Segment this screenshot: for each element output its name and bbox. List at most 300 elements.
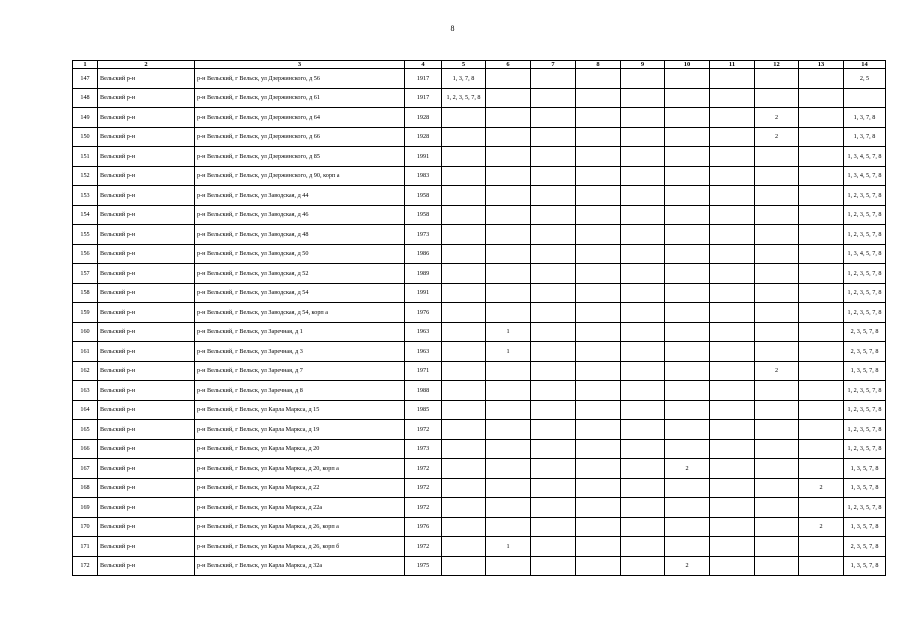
cell-num: 172 bbox=[73, 556, 98, 576]
cell-c13 bbox=[799, 556, 844, 576]
cell-c5 bbox=[442, 186, 486, 206]
cell-c11 bbox=[710, 420, 755, 440]
cell-c12 bbox=[755, 225, 799, 245]
cell-num: 151 bbox=[73, 147, 98, 167]
cell-c6 bbox=[486, 556, 531, 576]
cell-c13 bbox=[799, 186, 844, 206]
cell-address: р-н Вельский, г Вельск, ул Дзержинского, д 90, корп а bbox=[195, 166, 405, 186]
cell-c11 bbox=[710, 147, 755, 167]
cell-c10 bbox=[665, 537, 710, 557]
cell-c10 bbox=[665, 478, 710, 498]
cell-c5 bbox=[442, 127, 486, 147]
cell-c7 bbox=[531, 186, 576, 206]
cell-c11 bbox=[710, 108, 755, 128]
cell-c7 bbox=[531, 283, 576, 303]
cell-c7 bbox=[531, 166, 576, 186]
cell-c14: 1, 2, 3, 5, 7, 8 bbox=[844, 225, 886, 245]
cell-c9 bbox=[621, 108, 665, 128]
table-row bbox=[73, 400, 886, 420]
cell-district: Вельский р-н bbox=[98, 322, 195, 342]
cell-c6 bbox=[486, 303, 531, 323]
cell-c5 bbox=[442, 147, 486, 167]
cell-c10 bbox=[665, 166, 710, 186]
cell-district: Вельский р-н bbox=[98, 556, 195, 576]
cell-c14: 1, 2, 3, 5, 7, 8 bbox=[844, 400, 886, 420]
cell-c11 bbox=[710, 498, 755, 518]
cell-c7 bbox=[531, 69, 576, 89]
cell-c11 bbox=[710, 283, 755, 303]
cell-c12 bbox=[755, 420, 799, 440]
cell-c12 bbox=[755, 264, 799, 284]
table-row bbox=[73, 186, 886, 206]
cell-c14: 1, 2, 3, 5, 7, 8 bbox=[844, 205, 886, 225]
cell-c9 bbox=[621, 478, 665, 498]
cell-num: 161 bbox=[73, 342, 98, 362]
cell-c11 bbox=[710, 205, 755, 225]
table-row bbox=[73, 381, 886, 401]
cell-c10 bbox=[665, 186, 710, 206]
cell-c13 bbox=[799, 127, 844, 147]
cell-c8 bbox=[576, 244, 621, 264]
cell-c7 bbox=[531, 556, 576, 576]
column-header-2: 2 bbox=[98, 61, 195, 69]
cell-c13 bbox=[799, 244, 844, 264]
table-row bbox=[73, 108, 886, 128]
cell-year: 1986 bbox=[405, 244, 442, 264]
cell-c5 bbox=[442, 303, 486, 323]
cell-c6 bbox=[486, 88, 531, 108]
cell-c8 bbox=[576, 400, 621, 420]
cell-c13 bbox=[799, 322, 844, 342]
cell-district: Вельский р-н bbox=[98, 264, 195, 284]
cell-year: 1989 bbox=[405, 264, 442, 284]
cell-c12 bbox=[755, 186, 799, 206]
cell-num: 156 bbox=[73, 244, 98, 264]
cell-c5 bbox=[442, 342, 486, 362]
table-row bbox=[73, 459, 886, 479]
column-header-13: 13 bbox=[799, 61, 844, 69]
cell-c5 bbox=[442, 225, 486, 245]
cell-c7 bbox=[531, 127, 576, 147]
cell-c8 bbox=[576, 186, 621, 206]
cell-c5 bbox=[442, 439, 486, 459]
cell-c10 bbox=[665, 264, 710, 284]
cell-c10 bbox=[665, 283, 710, 303]
cell-address: р-н Вельский, г Вельск, ул Дзержинского, д 85 bbox=[195, 147, 405, 167]
cell-c13 bbox=[799, 361, 844, 381]
cell-c6 bbox=[486, 361, 531, 381]
cell-c12 bbox=[755, 322, 799, 342]
cell-district: Вельский р-н bbox=[98, 166, 195, 186]
cell-c11 bbox=[710, 225, 755, 245]
cell-c10 bbox=[665, 498, 710, 518]
cell-c6: 1 bbox=[486, 342, 531, 362]
column-header-5: 5 bbox=[442, 61, 486, 69]
cell-c10 bbox=[665, 420, 710, 440]
cell-c7 bbox=[531, 459, 576, 479]
cell-c8 bbox=[576, 127, 621, 147]
cell-c12 bbox=[755, 517, 799, 537]
cell-c10 bbox=[665, 147, 710, 167]
cell-c10 bbox=[665, 342, 710, 362]
cell-c8 bbox=[576, 322, 621, 342]
cell-num: 159 bbox=[73, 303, 98, 323]
cell-c10: 2 bbox=[665, 556, 710, 576]
cell-district: Вельский р-н bbox=[98, 205, 195, 225]
cell-num: 170 bbox=[73, 517, 98, 537]
cell-c5 bbox=[442, 283, 486, 303]
cell-c10 bbox=[665, 205, 710, 225]
cell-c9 bbox=[621, 342, 665, 362]
column-header-14: 14 bbox=[844, 61, 886, 69]
cell-c11 bbox=[710, 439, 755, 459]
cell-c12 bbox=[755, 303, 799, 323]
table-row bbox=[73, 166, 886, 186]
cell-c8 bbox=[576, 478, 621, 498]
cell-year: 1972 bbox=[405, 478, 442, 498]
cell-address: р-н Вельский, г Вельск, ул Заречная, д 8 bbox=[195, 381, 405, 401]
cell-num: 149 bbox=[73, 108, 98, 128]
cell-address: р-н Вельский, г Вельск, ул Заречная, д 7 bbox=[195, 361, 405, 381]
cell-c13 bbox=[799, 420, 844, 440]
cell-c8 bbox=[576, 264, 621, 284]
cell-c11 bbox=[710, 264, 755, 284]
cell-c5 bbox=[442, 108, 486, 128]
cell-c8 bbox=[576, 439, 621, 459]
column-header-9: 9 bbox=[621, 61, 665, 69]
cell-c9 bbox=[621, 225, 665, 245]
cell-c9 bbox=[621, 322, 665, 342]
cell-district: Вельский р-н bbox=[98, 69, 195, 89]
cell-c5 bbox=[442, 537, 486, 557]
cell-c11 bbox=[710, 69, 755, 89]
cell-c5 bbox=[442, 166, 486, 186]
cell-c6 bbox=[486, 225, 531, 245]
table-row bbox=[73, 127, 886, 147]
cell-c10 bbox=[665, 400, 710, 420]
cell-address: р-н Вельский, г Вельск, ул Карла Маркса, д 20, корп а bbox=[195, 459, 405, 479]
cell-c13 bbox=[799, 537, 844, 557]
cell-c8 bbox=[576, 556, 621, 576]
cell-c12: 2 bbox=[755, 108, 799, 128]
cell-c12 bbox=[755, 478, 799, 498]
cell-year: 1988 bbox=[405, 381, 442, 401]
cell-c13 bbox=[799, 205, 844, 225]
cell-district: Вельский р-н bbox=[98, 420, 195, 440]
cell-num: 167 bbox=[73, 459, 98, 479]
cell-c7 bbox=[531, 342, 576, 362]
column-header-8: 8 bbox=[576, 61, 621, 69]
cell-c7 bbox=[531, 205, 576, 225]
cell-c12 bbox=[755, 556, 799, 576]
cell-district: Вельский р-н bbox=[98, 244, 195, 264]
table-row bbox=[73, 556, 886, 576]
cell-year: 1991 bbox=[405, 147, 442, 167]
cell-district: Вельский р-н bbox=[98, 342, 195, 362]
cell-c12 bbox=[755, 439, 799, 459]
cell-num: 152 bbox=[73, 166, 98, 186]
cell-c9 bbox=[621, 420, 665, 440]
cell-c14: 2, 3, 5, 7, 8 bbox=[844, 322, 886, 342]
cell-c9 bbox=[621, 88, 665, 108]
cell-c13: 2 bbox=[799, 478, 844, 498]
cell-c6 bbox=[486, 205, 531, 225]
cell-c10 bbox=[665, 127, 710, 147]
cell-c9 bbox=[621, 186, 665, 206]
cell-c5 bbox=[442, 556, 486, 576]
cell-address: р-н Вельский, г Вельск, ул Карла Маркса, д 22 bbox=[195, 478, 405, 498]
cell-c9 bbox=[621, 498, 665, 518]
cell-c7 bbox=[531, 244, 576, 264]
cell-address: р-н Вельский, г Вельск, ул Заводская, д 48 bbox=[195, 225, 405, 245]
cell-c11 bbox=[710, 537, 755, 557]
cell-year: 1963 bbox=[405, 342, 442, 362]
cell-c14: 2, 3, 5, 7, 8 bbox=[844, 537, 886, 557]
cell-c11 bbox=[710, 322, 755, 342]
cell-c5 bbox=[442, 244, 486, 264]
table-row bbox=[73, 361, 886, 381]
cell-num: 148 bbox=[73, 88, 98, 108]
cell-c7 bbox=[531, 147, 576, 167]
cell-c11 bbox=[710, 478, 755, 498]
cell-c14: 1, 2, 3, 5, 7, 8 bbox=[844, 283, 886, 303]
cell-c6 bbox=[486, 381, 531, 401]
cell-c7 bbox=[531, 88, 576, 108]
cell-c6 bbox=[486, 147, 531, 167]
cell-c9 bbox=[621, 400, 665, 420]
table-row bbox=[73, 283, 886, 303]
table-row bbox=[73, 69, 886, 89]
cell-c8 bbox=[576, 498, 621, 518]
cell-c8 bbox=[576, 108, 621, 128]
cell-district: Вельский р-н bbox=[98, 108, 195, 128]
table-row bbox=[73, 420, 886, 440]
cell-c5: 1, 2, 3, 5, 7, 8 bbox=[442, 88, 486, 108]
cell-c7 bbox=[531, 303, 576, 323]
cell-c10 bbox=[665, 322, 710, 342]
cell-c7 bbox=[531, 322, 576, 342]
cell-district: Вельский р-н bbox=[98, 361, 195, 381]
cell-c6 bbox=[486, 459, 531, 479]
cell-c9 bbox=[621, 537, 665, 557]
cell-c12 bbox=[755, 498, 799, 518]
cell-num: 169 bbox=[73, 498, 98, 518]
cell-c11 bbox=[710, 127, 755, 147]
cell-c9 bbox=[621, 517, 665, 537]
cell-address: р-н Вельский, г Вельск, ул Дзержинского, д 61 bbox=[195, 88, 405, 108]
cell-c7 bbox=[531, 225, 576, 245]
cell-c14: 1, 2, 3, 5, 7, 8 bbox=[844, 264, 886, 284]
cell-address: р-н Вельский, г Вельск, ул Дзержинского, д 56 bbox=[195, 69, 405, 89]
cell-c14: 1, 3, 4, 5, 7, 8 bbox=[844, 166, 886, 186]
cell-c11 bbox=[710, 381, 755, 401]
cell-c7 bbox=[531, 381, 576, 401]
cell-c12 bbox=[755, 244, 799, 264]
cell-district: Вельский р-н bbox=[98, 225, 195, 245]
cell-address: р-н Вельский, г Вельск, ул Заводская, д 54, корп а bbox=[195, 303, 405, 323]
cell-c6 bbox=[486, 108, 531, 128]
table-row bbox=[73, 264, 886, 284]
cell-address: р-н Вельский, г Вельск, ул Карла Маркса, д 22а bbox=[195, 498, 405, 518]
cell-c5 bbox=[442, 381, 486, 401]
cell-district: Вельский р-н bbox=[98, 283, 195, 303]
cell-c14: 1, 3, 7, 8 bbox=[844, 108, 886, 128]
cell-c8 bbox=[576, 381, 621, 401]
cell-address: р-н Вельский, г Вельск, ул Заречная, д 3 bbox=[195, 342, 405, 362]
cell-c14 bbox=[844, 88, 886, 108]
cell-district: Вельский р-н bbox=[98, 127, 195, 147]
cell-c12 bbox=[755, 342, 799, 362]
table-row bbox=[73, 147, 886, 167]
cell-c11 bbox=[710, 400, 755, 420]
cell-c11 bbox=[710, 459, 755, 479]
cell-num: 150 bbox=[73, 127, 98, 147]
cell-district: Вельский р-н bbox=[98, 517, 195, 537]
cell-year: 1972 bbox=[405, 498, 442, 518]
cell-c7 bbox=[531, 517, 576, 537]
cell-c9 bbox=[621, 205, 665, 225]
cell-c9 bbox=[621, 69, 665, 89]
table-row bbox=[73, 537, 886, 557]
cell-c6 bbox=[486, 127, 531, 147]
cell-district: Вельский р-н bbox=[98, 478, 195, 498]
cell-year: 1917 bbox=[405, 69, 442, 89]
cell-c11 bbox=[710, 342, 755, 362]
cell-c6 bbox=[486, 498, 531, 518]
table-row bbox=[73, 303, 886, 323]
cell-address: р-н Вельский, г Вельск, ул Заводская, д 54 bbox=[195, 283, 405, 303]
cell-c14: 1, 3, 5, 7, 8 bbox=[844, 361, 886, 381]
cell-c8 bbox=[576, 147, 621, 167]
cell-c8 bbox=[576, 517, 621, 537]
cell-c5 bbox=[442, 498, 486, 518]
housing-table bbox=[72, 60, 886, 576]
column-header-12: 12 bbox=[755, 61, 799, 69]
cell-c6 bbox=[486, 264, 531, 284]
cell-year: 1972 bbox=[405, 537, 442, 557]
cell-c9 bbox=[621, 244, 665, 264]
table-row bbox=[73, 478, 886, 498]
cell-address: р-н Вельский, г Вельск, ул Карла Маркса, д 15 bbox=[195, 400, 405, 420]
cell-address: р-н Вельский, г Вельск, ул Карла Маркса, д 20 bbox=[195, 439, 405, 459]
cell-c11 bbox=[710, 303, 755, 323]
cell-district: Вельский р-н bbox=[98, 186, 195, 206]
cell-c5: 1, 3, 7, 8 bbox=[442, 69, 486, 89]
cell-c13 bbox=[799, 147, 844, 167]
cell-c9 bbox=[621, 147, 665, 167]
cell-num: 153 bbox=[73, 186, 98, 206]
cell-c6 bbox=[486, 439, 531, 459]
cell-c14: 1, 3, 5, 7, 8 bbox=[844, 459, 886, 479]
table-body bbox=[73, 69, 886, 576]
column-header-7: 7 bbox=[531, 61, 576, 69]
cell-c10 bbox=[665, 108, 710, 128]
cell-address: р-н Вельский, г Вельск, ул Дзержинского, д 66 bbox=[195, 127, 405, 147]
cell-c9 bbox=[621, 439, 665, 459]
cell-c11 bbox=[710, 166, 755, 186]
cell-c6: 1 bbox=[486, 322, 531, 342]
table-row bbox=[73, 322, 886, 342]
cell-c8 bbox=[576, 342, 621, 362]
cell-c7 bbox=[531, 498, 576, 518]
cell-district: Вельский р-н bbox=[98, 459, 195, 479]
cell-c10 bbox=[665, 439, 710, 459]
cell-c10 bbox=[665, 517, 710, 537]
cell-c9 bbox=[621, 283, 665, 303]
cell-c6 bbox=[486, 186, 531, 206]
cell-c5 bbox=[442, 205, 486, 225]
column-header-6: 6 bbox=[486, 61, 531, 69]
cell-c14: 2, 5 bbox=[844, 69, 886, 89]
cell-c11 bbox=[710, 517, 755, 537]
column-header-3: 3 bbox=[195, 61, 405, 69]
cell-c13 bbox=[799, 439, 844, 459]
cell-district: Вельский р-н bbox=[98, 303, 195, 323]
cell-c13 bbox=[799, 459, 844, 479]
cell-c5 bbox=[442, 420, 486, 440]
cell-c6 bbox=[486, 400, 531, 420]
cell-c5 bbox=[442, 459, 486, 479]
cell-year: 1975 bbox=[405, 556, 442, 576]
cell-c10 bbox=[665, 225, 710, 245]
cell-address: р-н Вельский, г Вельск, ул Заводская, д 46 bbox=[195, 205, 405, 225]
cell-c12 bbox=[755, 459, 799, 479]
cell-c7 bbox=[531, 439, 576, 459]
cell-c8 bbox=[576, 303, 621, 323]
cell-district: Вельский р-н bbox=[98, 88, 195, 108]
cell-district: Вельский р-н bbox=[98, 537, 195, 557]
cell-year: 1972 bbox=[405, 459, 442, 479]
cell-c14: 1, 3, 7, 8 bbox=[844, 127, 886, 147]
cell-num: 168 bbox=[73, 478, 98, 498]
cell-c8 bbox=[576, 69, 621, 89]
cell-year: 1976 bbox=[405, 517, 442, 537]
cell-c6 bbox=[486, 478, 531, 498]
cell-c7 bbox=[531, 537, 576, 557]
table-row bbox=[73, 205, 886, 225]
cell-year: 1971 bbox=[405, 361, 442, 381]
cell-c13 bbox=[799, 108, 844, 128]
cell-c13 bbox=[799, 225, 844, 245]
cell-c14: 1, 2, 3, 5, 7, 8 bbox=[844, 303, 886, 323]
cell-c13 bbox=[799, 88, 844, 108]
cell-num: 157 bbox=[73, 264, 98, 284]
cell-year: 1983 bbox=[405, 166, 442, 186]
cell-c12: 2 bbox=[755, 361, 799, 381]
cell-c11 bbox=[710, 88, 755, 108]
cell-year: 1991 bbox=[405, 283, 442, 303]
cell-c5 bbox=[442, 400, 486, 420]
cell-c7 bbox=[531, 478, 576, 498]
cell-district: Вельский р-н bbox=[98, 439, 195, 459]
cell-c14: 1, 3, 5, 7, 8 bbox=[844, 517, 886, 537]
cell-c6 bbox=[486, 166, 531, 186]
cell-c5 bbox=[442, 478, 486, 498]
cell-num: 154 bbox=[73, 205, 98, 225]
cell-c8 bbox=[576, 88, 621, 108]
cell-c9 bbox=[621, 166, 665, 186]
cell-num: 160 bbox=[73, 322, 98, 342]
cell-c7 bbox=[531, 420, 576, 440]
table-row bbox=[73, 342, 886, 362]
cell-c10 bbox=[665, 69, 710, 89]
cell-num: 158 bbox=[73, 283, 98, 303]
cell-c10 bbox=[665, 244, 710, 264]
table-row bbox=[73, 517, 886, 537]
cell-num: 165 bbox=[73, 420, 98, 440]
cell-district: Вельский р-н bbox=[98, 381, 195, 401]
cell-year: 1958 bbox=[405, 186, 442, 206]
